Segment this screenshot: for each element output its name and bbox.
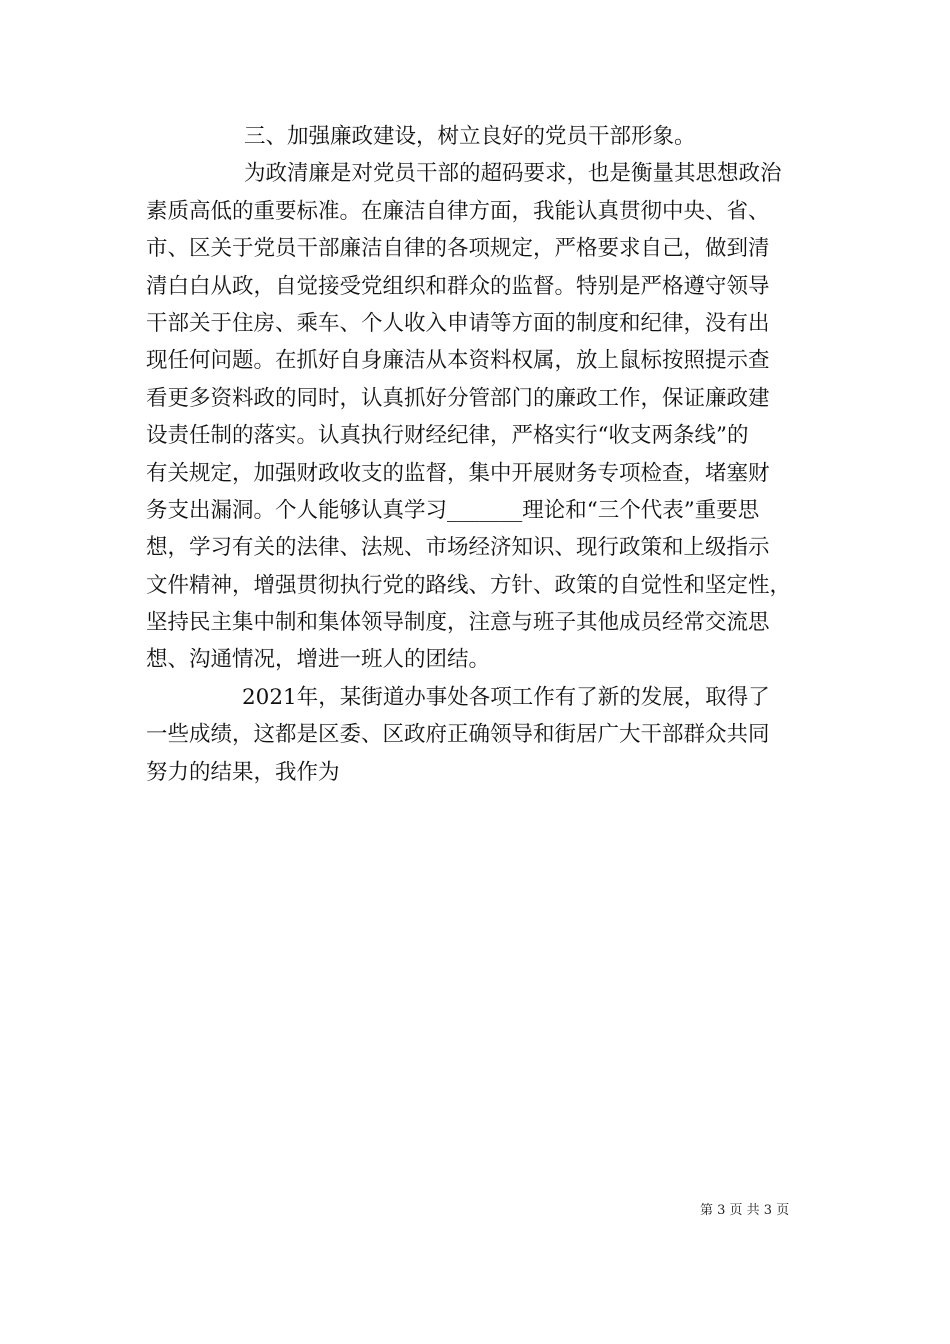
paragraph-line: 看更多资料政的同时，认真抓好分管部门的廉政工作，保证廉政建 bbox=[146, 385, 770, 411]
paragraph-line: 努力的结果，我作为 bbox=[146, 759, 340, 785]
section-heading: 三、加强廉政建设，树立良好的党员干部形象。 bbox=[244, 124, 696, 149]
paragraph-line: 务支出漏洞。个人能够认真学习_______理论和“三个代表”重要思 bbox=[146, 497, 760, 523]
paragraph-line: 设责任制的落实。认真执行财经纪律，严格实行“收支两条线”的 bbox=[146, 423, 749, 449]
paragraph-line: 想、沟通情况，增进一班人的团结。 bbox=[146, 647, 491, 673]
paragraph-line: 市、区关于党员干部廉洁自律的各项规定，严格要求自己，做到清 bbox=[146, 236, 770, 262]
paragraph-line: 现任何问题。在抓好自身廉洁从本资料权属，放上鼠标按照提示查 bbox=[146, 348, 770, 374]
paragraph-line: 有关规定，加强财政收支的监督，集中开展财务专项检查，堵塞财 bbox=[146, 460, 770, 486]
paragraph-line: 坚持民主集中制和集体领导制度，注意与班子其他成员经常交流思 bbox=[146, 610, 770, 636]
paragraph-line: 素质高低的重要标准。在廉洁自律方面，我能认真贯彻中央、省、 bbox=[146, 198, 770, 224]
paragraph-line: 为政清廉是对党员干部的超码要求，也是衡量其思想政治 bbox=[244, 161, 782, 187]
page-number-footer: 第 3 页 共 3 页 bbox=[700, 1203, 790, 1218]
paragraph-line: 一些成绩，这都是区委、区政府正确领导和街居广大干部群众共同 bbox=[146, 722, 770, 748]
paragraph-line: 文件精神，增强贯彻执行党的路线、方针、政策的自觉性和坚定性， bbox=[146, 572, 792, 598]
paragraph-line: 2021年，某街道办事处各项工作有了新的发展，取得了 bbox=[242, 684, 770, 710]
paragraph-line: 想，学习有关的法律、法规、市场经济知识、现行政策和上级指示 bbox=[146, 535, 770, 561]
paragraph-line: 清白白从政，自觉接受党组织和群众的监督。特别是严格遵守领导 bbox=[146, 273, 770, 299]
document-body bbox=[146, 118, 826, 791]
paragraph-line: 干部关于住房、乘车、个人收入申请等方面的制度和纪律，没有出 bbox=[146, 310, 770, 336]
